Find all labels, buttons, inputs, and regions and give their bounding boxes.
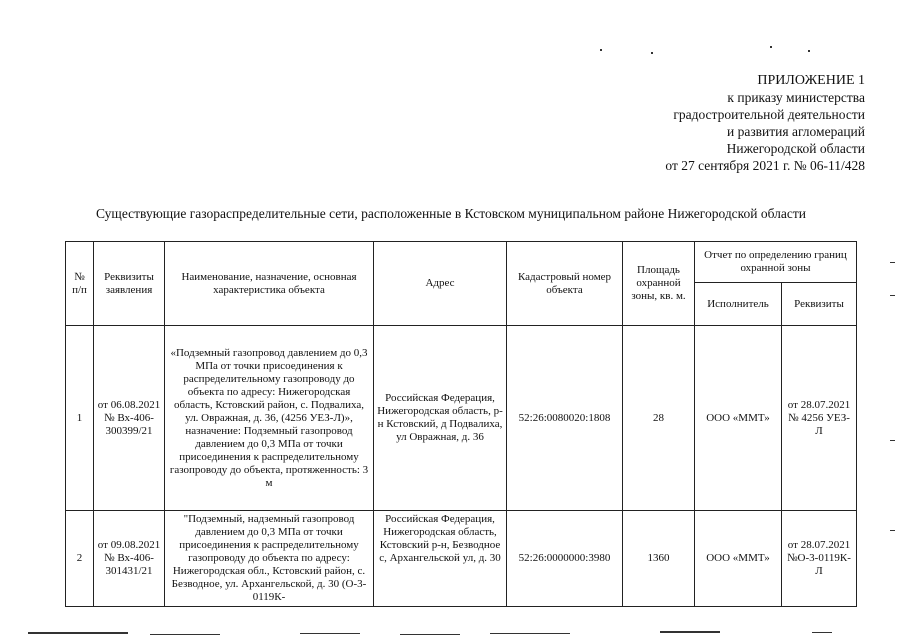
cell-area: 1360	[623, 511, 695, 607]
table-row	[66, 511, 857, 607]
approval-line: к приказу министерства	[727, 90, 865, 105]
cell-name: «Подземный газопровод давлением до 0,3 МПа от точки присоединения к распределительному газопроводу до объекта по адресу: Нижегородская область, Кстовский район, с. Подвалиха, ул. Овражная, д. 36, (4256 УЕЗ-Л)», назначение: Подземный газопровод давлением до 0,3 МПа от точки присоединения к распределительному газопроводу до объекта, протяженность: 3 м	[165, 326, 374, 511]
cell-executor: ООО «ММТ»	[695, 511, 782, 607]
document-title: Существующие газораспределительные сети, расположенные в Кстовском муниципальном районе Нижегородской области	[96, 206, 807, 221]
scan-artifact	[660, 631, 720, 633]
gas-networks-table	[65, 241, 857, 607]
cell-report-requisites: от 28.07.2021 № 4256 УЕЗ-Л	[782, 326, 857, 511]
header-report: Отчет по определению границ охранной зоны	[695, 242, 857, 283]
scan-artifact	[150, 634, 220, 635]
scan-artifact	[600, 49, 602, 51]
cell-address: Российская Федерация, Нижегородская область, р-н Кстовский, д Подвалиха, ул Овражная, д. 36	[374, 326, 507, 511]
scan-artifact	[300, 633, 360, 634]
table-row	[66, 326, 857, 511]
cell-report-requisites: от 28.07.2021 №О-3-0119К-Л	[782, 511, 857, 607]
header-cadastral: Кадастровый номер объекта	[507, 242, 623, 326]
cell-requisites: от 09.08.2021 № Вх-406-301431/21	[94, 511, 165, 607]
scan-artifact	[808, 50, 810, 52]
cell-name: "Подземный, надземный газопровод давлением до 0,3 МПа от точки присоединения к распределительному газопроводу до объекта по адресу: Нижегородская обл., Кстовский район, с. Безводное, ул. Архангельской, д. 30 (О-3-0119К-	[165, 511, 374, 607]
appendix-title: ПРИЛОЖЕНИЕ 1	[757, 73, 865, 88]
approval-line: и развития агломераций	[726, 124, 865, 139]
scan-artifact	[490, 633, 570, 634]
cell-cadastral: 52:26:0000000:3980	[507, 511, 623, 607]
approval-date-line: от 27 сентября 2021 г. № 06-11/428	[665, 158, 865, 173]
cell-num: 1	[66, 326, 94, 511]
table-header-row	[66, 242, 857, 283]
scan-artifact	[890, 440, 895, 441]
approval-block	[665, 72, 865, 174]
header-name: Наименование, назначение, основная характеристика объекта	[165, 242, 374, 326]
approval-line: градостроительной деятельности	[673, 107, 865, 122]
cell-area: 28	[623, 326, 695, 511]
scan-artifact	[651, 52, 653, 54]
header-report-requisites: Реквизиты	[782, 283, 857, 326]
cell-requisites: от 06.08.2021 № Вх-406-300399/21	[94, 326, 165, 511]
scan-artifact	[812, 632, 832, 633]
scan-artifact	[890, 530, 895, 531]
cell-address: Российская Федерация, Нижегородская область, Кстовский р-н, Безводное с, Архангельской ул, д. 30	[374, 511, 507, 607]
header-executor: Исполнитель	[695, 283, 782, 326]
scan-artifact	[400, 634, 460, 635]
scan-artifact	[890, 262, 895, 263]
scan-artifact	[770, 46, 772, 48]
header-address: Адрес	[374, 242, 507, 326]
scan-artifact	[890, 295, 895, 296]
approval-line: Нижегородской области	[726, 141, 865, 156]
header-num: № п/п	[66, 242, 94, 326]
cell-executor: ООО «ММТ»	[695, 326, 782, 511]
cell-cadastral: 52:26:0080020:1808	[507, 326, 623, 511]
scan-artifact	[28, 632, 128, 634]
header-area: Площадь охранной зоны, кв. м.	[623, 242, 695, 326]
header-requisites: Реквизиты заявления	[94, 242, 165, 326]
cell-num: 2	[66, 511, 94, 607]
